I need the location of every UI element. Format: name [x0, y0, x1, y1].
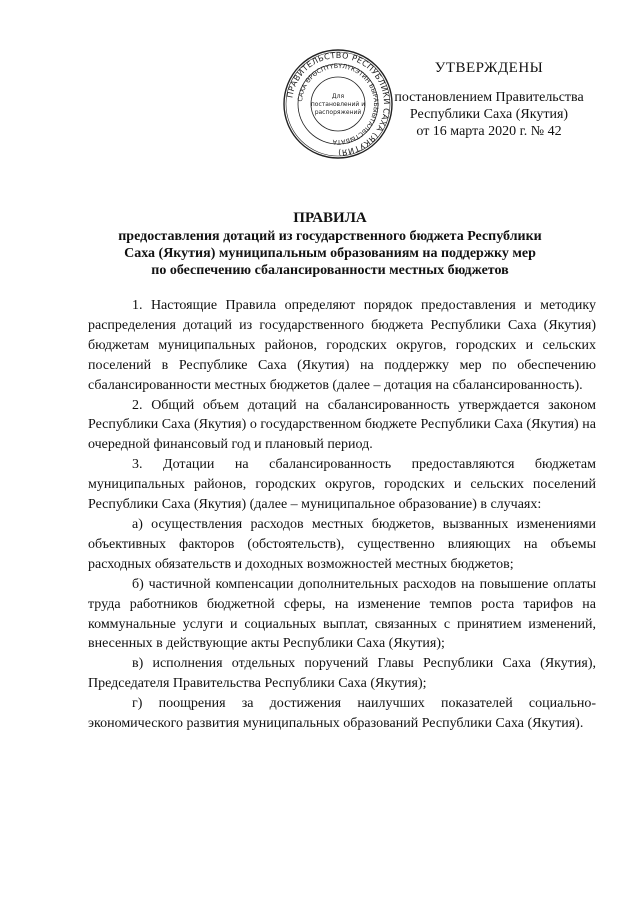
- title-line-4: по обеспечению сбалансированности местных бюджетов: [151, 263, 509, 278]
- paragraph-3a: а) осуществления расходов местных бюджетов, вызванных изменениями объективных факторов (обстоятельств), существенно влияющих на объемы расходных обязательств и доходных возможностей местных бюджетов;: [88, 516, 596, 572]
- paragraph-3b: б) частичной компенсации дополнительных расходов на повышение оплаты труда работников бюджетной сферы, на изменение темпов роста тарифов на коммунальные услуги и социальных выплат, связанных с принятием изменений, внесенных в действующие акты Республики Саха (Якутия);: [88, 576, 596, 652]
- seal-outer-text: ПРАВИТЕЛЬСТВО РЕСПУБЛИКИ САХА (ЯКУТИЯ): [285, 50, 392, 158]
- paragraph-3: 3. Дотации на сбалансированность предоставляются бюджетам муниципальных районов, городских округов, городских и сельских поселений Республики Саха (Якутия) (далее – муниципальное образование) в случаях:: [88, 457, 596, 513]
- title-line-2: предоставления дотаций из государственного бюджета Республики: [118, 229, 542, 244]
- paragraph-3d: г) поощрения за достижения наилучших показателей социально-экономического развития муниципальных образований Республики Саха (Якутия).: [88, 696, 596, 732]
- seal-center-line-1: Для: [331, 93, 345, 100]
- approval-block: [380, 60, 598, 140]
- seal-center-line-3: распоряжений: [314, 109, 362, 116]
- approval-line-3: от 16 марта 2020 г. № 42: [416, 124, 562, 139]
- title-line-1: ПРАВИЛА: [293, 210, 367, 226]
- seal-center-line-2: постановлений и: [310, 101, 366, 108]
- approval-line-2: Республики Саха (Якутия): [409, 107, 569, 122]
- approval-heading: УТВЕРЖДЕНЫ: [434, 60, 544, 76]
- document-title: [60, 210, 600, 279]
- official-seal: [282, 48, 394, 160]
- seal-inner-text: САХА ӨРӨСПҮҮБҮЛҮКЭТИН БЫРАБЫЫТАЛЬСТЫБАТА: [297, 62, 380, 146]
- paragraph-1: 1. Настоящие Правила определяют порядок предоставления и методику распределения дотаций из государственного бюджета Республики Саха (Якутия) бюджетам муниципальных районов, городских округов, городских и сельских поселений в Республике Саха (Якутия) на поддержку мер по обеспечению сбалансированности местных бюджетов (далее – дотация на сбалансированность).: [88, 298, 596, 393]
- document-body: [88, 296, 596, 734]
- paragraph-2: 2. Общий объем дотаций на сбалансированность утверждается законом Республики Саха (Якутия) о государственном бюджете Республики Саха (Якутия) на очередной финансовый год и плановый период.: [88, 397, 596, 453]
- title-line-3: Саха (Якутия) муниципальным образованиям на поддержку мер: [124, 246, 536, 261]
- paragraph-3c: в) исполнения отдельных поручений Главы Республики Саха (Якутия), Председателя Правительства Республики Саха (Якутия);: [88, 656, 596, 692]
- approval-line-1: постановлением Правительства: [394, 90, 584, 105]
